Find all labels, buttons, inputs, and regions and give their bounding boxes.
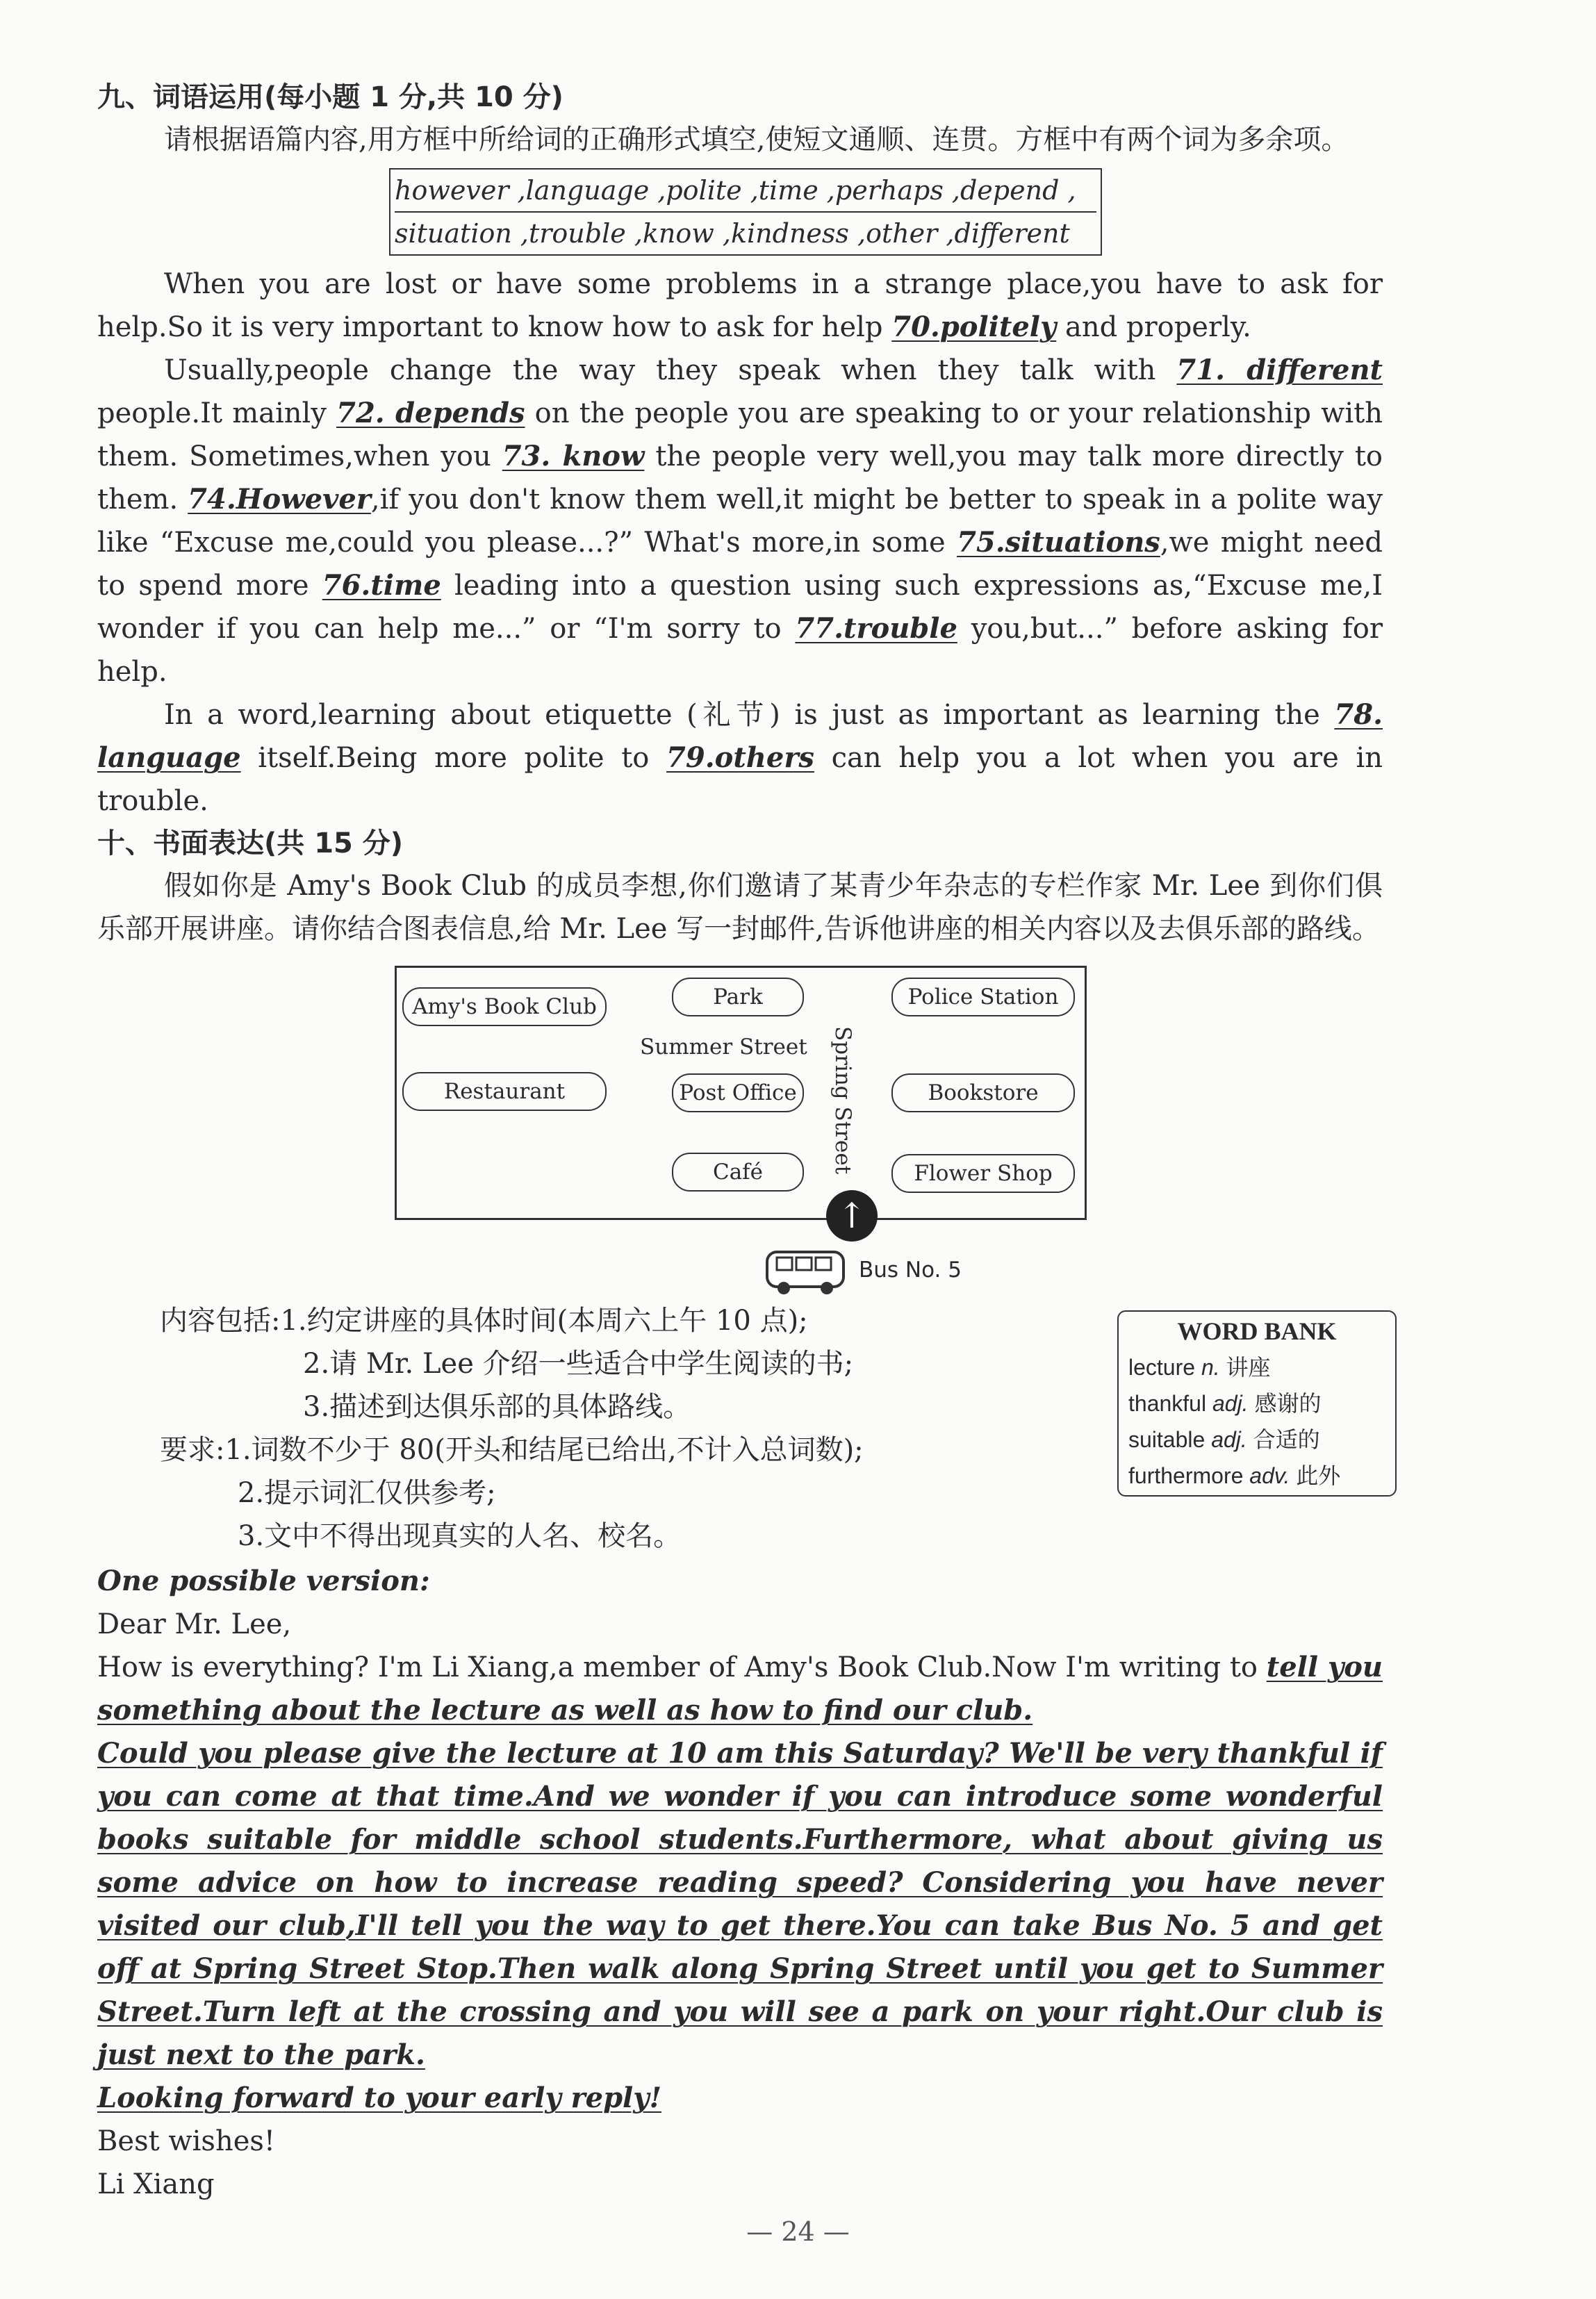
map-restaurant: Restaurant: [402, 1072, 607, 1111]
answer-75: 75.situations: [957, 526, 1160, 559]
letter-signature: Li Xiang: [97, 2168, 215, 2200]
map-police-station: Police Station: [891, 978, 1075, 1016]
section9-instruction: 请根据语篇内容,用方框中所给词的正确形式填空,使短文通顺、连贯。方框中有两个词为多余项。: [164, 124, 1349, 156]
answer-76: 76.time: [322, 569, 441, 602]
answer-71: 71. different: [1176, 354, 1383, 386]
requirements: [160, 1299, 1063, 1558]
map-park: Park: [672, 978, 804, 1016]
word-bank-item: thankful adj. 感谢的: [1128, 1391, 1322, 1416]
passage-paragraph-2: Usually,people change the way they speak when they talk with 71. different people.It mainly 72. depends on the people you are speaking to or your relationship with them. Sometimes,when you 73. know the people very well,you may talk more directly to them. 74.However,if you don't know them well,it might be better to speak in a polite way like “Excuse me,could you please...?” What's more,in some 75.situations,we might need to spend more 76.time leading into a question using such expressions as,“Excuse me,I wonder if you can help me...” or “I'm sorry to 77.trouble you,but...” before asking for help.: [97, 354, 1383, 688]
requirement-1: 要求:1.词数不少于 80(开头和结尾已给出,不计入总词数);: [160, 1434, 864, 1466]
answer-77: 77.trouble: [795, 612, 957, 645]
letter-greeting: Dear Mr. Lee,: [97, 1608, 292, 1640]
answer-79: 79.others: [666, 741, 814, 774]
word-bank-item: furthermore adv. 此外: [1128, 1463, 1341, 1488]
section10-instruction: 假如你是 Amy's Book Club 的成员李想,你们邀请了某青少年杂志的专栏作家 Mr. Lee 到你们俱乐部开展讲座。请你结合图表信息,给 Mr. Lee 写一封邮件,告诉他讲座的相关内容以及去俱乐部的路线。: [97, 870, 1383, 945]
word-bank-title: WORD BANK: [1177, 1317, 1337, 1345]
section9-heading: 九、词语运用(每小题 1 分,共 10 分): [97, 81, 563, 113]
exercise-page: [97, 76, 1383, 1236]
letter-closing: Looking forward to your early reply!: [97, 2082, 662, 2114]
passage-paragraph-1: When you are lost or have some problems in a strange place,you have to ask for help.So it is very important to know how to ask for help 70.politely and properly.: [97, 268, 1383, 343]
map-bookstore: Bookstore: [891, 1073, 1075, 1112]
letter-body: Could you please give the lecture at 10 am this Saturday? We'll be very thankful if you can come at that time.And we wonder if you can introduce some wonderful books suitable for middle school students.Furthermore, what about giving us some advice on how to increase reading speed? Considering you have never visited our club,I'll tell you the way to get there.You can take Bus No. 5 and get off at Spring Street Stop.Then walk along Spring Street until you get to Summer Street.Turn left at the crossing and you will see a park on your right.Our club is just next to the park.: [97, 1737, 1383, 2071]
answer-70: 70.politely: [891, 311, 1057, 343]
letter-label: One possible version:: [97, 1565, 430, 1597]
bus-label: Bus No. 5: [859, 1258, 962, 1283]
map-cafe: Café: [672, 1153, 804, 1192]
bus-icon: [763, 1245, 853, 1301]
map-amys-book-club: Amy's Book Club: [402, 987, 607, 1026]
up-arrow-icon: ↑: [826, 1190, 878, 1242]
answer-72: 72. depends: [336, 397, 525, 429]
requirement-2: 2.提示词汇仅供参考;: [238, 1477, 496, 1509]
content-1: 内容包括:1.约定讲座的具体时间(本周六上午 10 点);: [160, 1305, 808, 1337]
letter-intro: How is everything? I'm Li Xiang,a member of Amy's Book Club.Now I'm writing to tell you something about the lecture as well as how to find our club.: [97, 1651, 1383, 1727]
word-box-line2: situation ,trouble ,know ,kindness ,other ,different: [395, 218, 1070, 249]
section10-heading: 十、书面表达(共 15 分): [97, 827, 404, 859]
map-flower-shop: Flower Shop: [891, 1154, 1075, 1193]
word-bank: [1117, 1310, 1397, 1497]
answer-74: 74.However: [188, 483, 371, 516]
route-map: [395, 966, 1087, 1236]
map-post-office: Post Office: [672, 1073, 804, 1112]
answer-78: 78. language: [97, 698, 1383, 774]
content-2: 2.请 Mr. Lee 介绍一些适合中学生阅读的书;: [303, 1348, 854, 1380]
page-number: — 24 —: [746, 2216, 850, 2247]
map-spring-street: Spring Street: [830, 1026, 855, 1175]
sample-letter: [97, 1560, 1383, 2206]
letter-wishes: Best wishes!: [97, 2125, 275, 2157]
word-box-line1: however ,language ,polite ,time ,perhaps ,depend ,: [395, 170, 1096, 213]
passage-paragraph-3: In a word,learning about etiquette (礼节) is just as important as learning the 78. language itself.Being more polite to 79.others can help you a lot when you are in trouble.: [97, 698, 1383, 817]
word-box: [389, 168, 1102, 256]
word-bank-item: lecture n. 讲座: [1128, 1355, 1271, 1380]
requirement-3: 3.文中不得出现真实的人名、校名。: [238, 1520, 682, 1552]
answer-73: 73. know: [502, 440, 645, 472]
content-3: 3.描述到达俱乐部的具体路线。: [303, 1391, 691, 1423]
word-bank-item: suitable adj. 合适的: [1128, 1427, 1320, 1452]
map-summer-street: Summer Street: [640, 1035, 807, 1060]
